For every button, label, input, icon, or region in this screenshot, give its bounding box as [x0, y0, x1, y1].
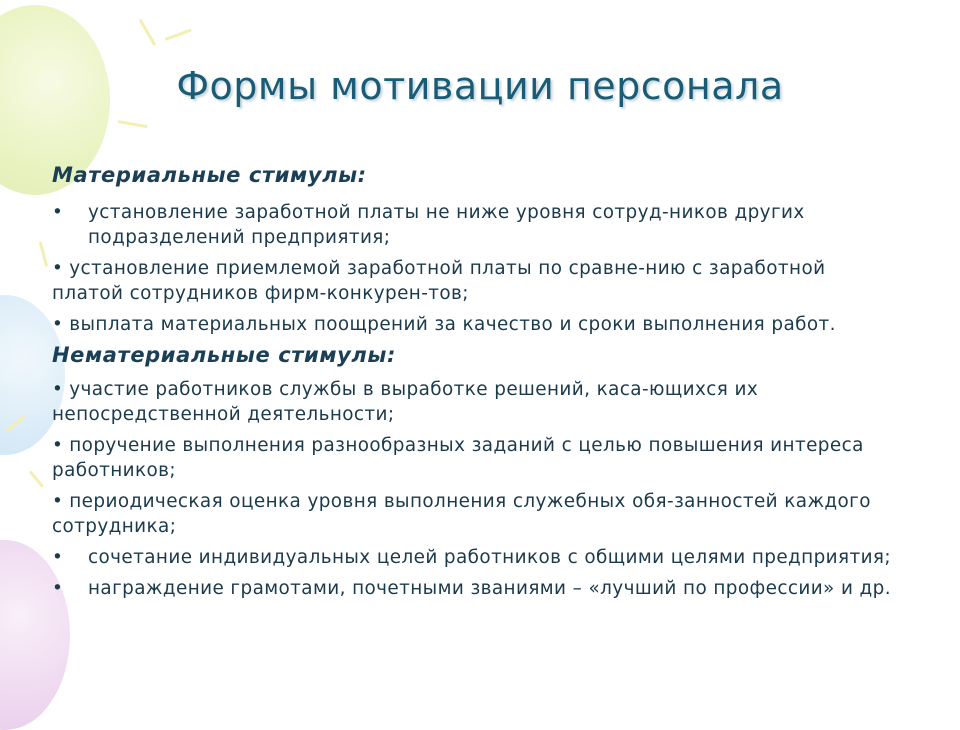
bullet-icon: •	[52, 435, 64, 456]
nonmaterial-heading: Нематериальные стимулы:	[52, 343, 396, 367]
list-item-text: поручение выполнения разнообразных заданий с целью повышения интереса работников;	[52, 435, 864, 481]
list-item-text: периодическая оценка уровня выполнения служебных обя-занностей каждого сотрудника;	[52, 491, 871, 537]
list-item	[52, 377, 892, 427]
list-item-text: установление заработной платы не ниже уровня сотруд-ников других подразделений предприятия;	[88, 202, 805, 248]
list-item-text: участие работников службы в выработке решений, каса-ющихся их непосредственной деятельности;	[52, 379, 759, 425]
list-item-text: награждение грамотами, почетными званиями – «лучший по профессии» и др.	[88, 578, 891, 599]
material-heading: Материальные стимулы:	[52, 163, 367, 187]
bullet-icon: •	[52, 202, 64, 223]
list-item	[52, 312, 892, 337]
slide-title: Формы мотивации персонала	[176, 64, 784, 108]
list-item	[52, 256, 892, 306]
bullet-icon: •	[52, 491, 64, 512]
streak-decoration	[118, 120, 148, 128]
bullet-icon: •	[52, 314, 64, 335]
streak-decoration	[164, 29, 191, 41]
streak-decoration	[139, 19, 157, 46]
list-item-text: сочетание индивидуальных целей работников с общими целями предприятия;	[88, 547, 891, 568]
list-item-text: установление приемлемой заработной платы по сравне-нию с заработной платой сотрудников фирм-конкурен-тов;	[52, 258, 826, 304]
list-item	[52, 545, 892, 570]
bullet-icon: •	[52, 578, 64, 599]
list-item	[52, 576, 892, 601]
streak-decoration	[29, 471, 44, 488]
list-item	[52, 489, 892, 539]
list-item	[52, 200, 892, 250]
list-item	[52, 433, 892, 483]
slide-content	[52, 163, 892, 607]
streak-decoration	[39, 241, 49, 267]
bullet-icon: •	[52, 379, 64, 400]
list-item-text: выплата материальных поощрений за качество и сроки выполнения работ.	[69, 314, 836, 335]
bullet-icon: •	[52, 547, 64, 568]
bullet-icon: •	[52, 258, 64, 279]
